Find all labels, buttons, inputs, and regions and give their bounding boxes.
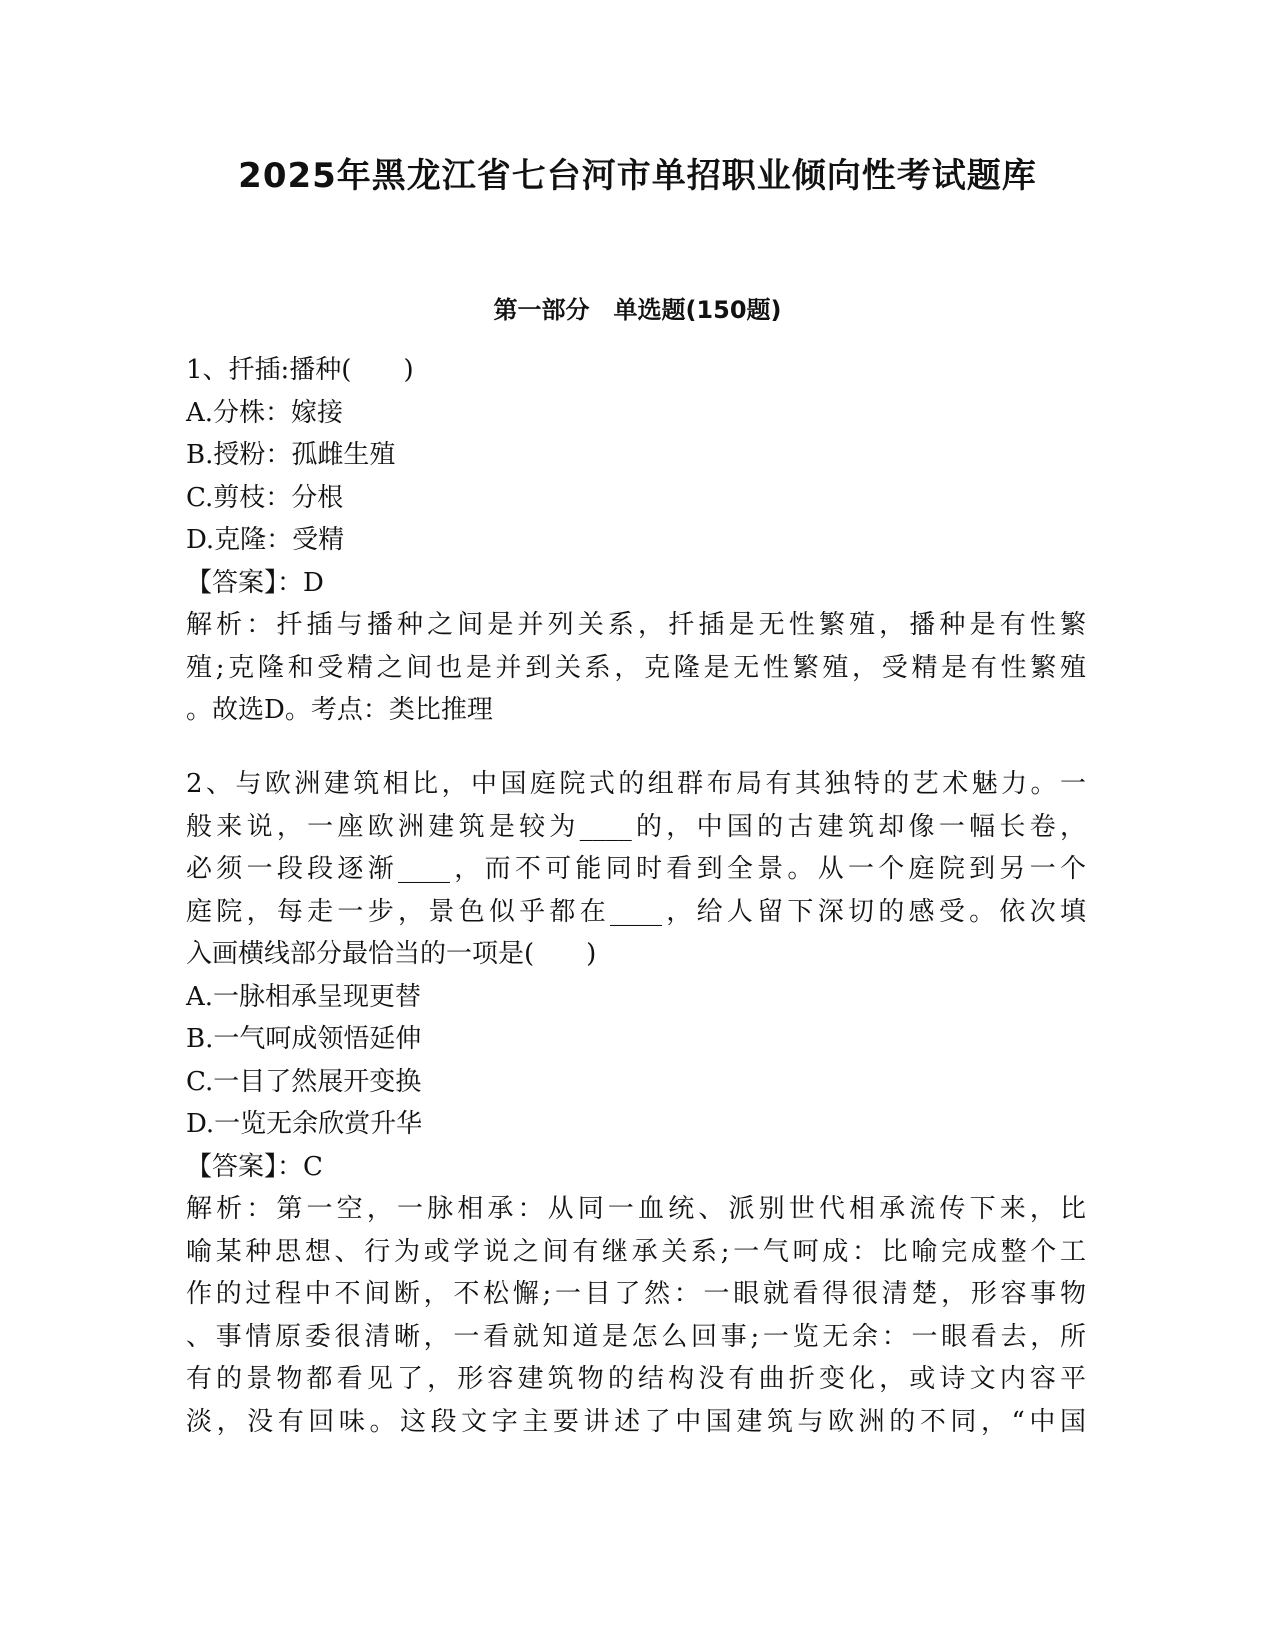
option-d: D.克隆：受精 (186, 525, 345, 555)
option-b: B.一气呵成领悟延伸 (186, 1024, 422, 1054)
option-c: C.剪枝：分根 (186, 482, 344, 513)
answer: 【答案】：D (186, 567, 324, 598)
explanation-line: 淡，没有回味。这段文字主要讲述了中国建筑与欧洲的不同，“中国 (186, 1406, 1086, 1437)
option-b: B.授粉：孤雌生殖 (186, 440, 396, 470)
question-stem: 入画横线部分最恰当的一项是( ) (186, 939, 597, 969)
question-2 (186, 763, 1086, 1443)
explanation-line: 殖;克隆和受精之间也是并到关系，克隆是无性繁殖，受精是有性繁殖 (186, 652, 1086, 683)
option-a: A.分株：嫁接 (186, 397, 344, 428)
option-c: C.一目了然展开变换 (186, 1066, 422, 1097)
question-stem: 庭院，每走一步，景色似乎都在____，给人留下深切的感受。依次填 (186, 896, 1086, 927)
explanation-line: 作的过程中不间断，不松懈;一目了然：一眼就看得很清楚，形容事物 (186, 1279, 1086, 1309)
option-d: D.一览无余欣赏升华 (186, 1109, 423, 1139)
question-stem: 般来说，一座欧洲建筑是较为____的，中国的古建筑却像一幅长卷， (186, 811, 1086, 842)
section-heading: 第一部分 单选题(150题) (493, 296, 782, 324)
answer: 【答案】：C (186, 1151, 323, 1182)
question-1 (186, 349, 1086, 732)
explanation-line: 解析：第一空，一脉相承：从同一血统、派别世代相承流传下来，比 (186, 1194, 1086, 1224)
explanation-line: 、事情原委很清晰，一看就知道是怎么回事;一览无余：一眼看去，所 (186, 1321, 1086, 1352)
explanation-line: 。故选D。考点：类比推理 (186, 695, 493, 725)
document-title: 2025年黑龙江省七台河市单招职业倾向性考试题库 (238, 156, 1037, 196)
explanation-line: 喻某种思想、行为或学说之间有继承关系;一气呵成：比喻完成整个工 (186, 1236, 1086, 1267)
question-stem: 1、扦插:播种( ) (186, 355, 414, 385)
question-stem: 必须一段段逐渐____，而不可能同时看到全景。从一个庭院到另一个 (186, 854, 1086, 884)
question-stem: 2、与欧洲建筑相比，中国庭院式的组群布局有其独特的艺术魅力。一 (186, 769, 1086, 799)
explanation-line: 解析：扦插与播种之间是并列关系，扦插是无性繁殖，播种是有性繁 (186, 610, 1086, 640)
explanation-line: 有的景物都看见了，形容建筑物的结构没有曲折变化，或诗文内容平 (186, 1364, 1086, 1394)
option-a: A.一脉相承呈现更替 (186, 981, 422, 1012)
